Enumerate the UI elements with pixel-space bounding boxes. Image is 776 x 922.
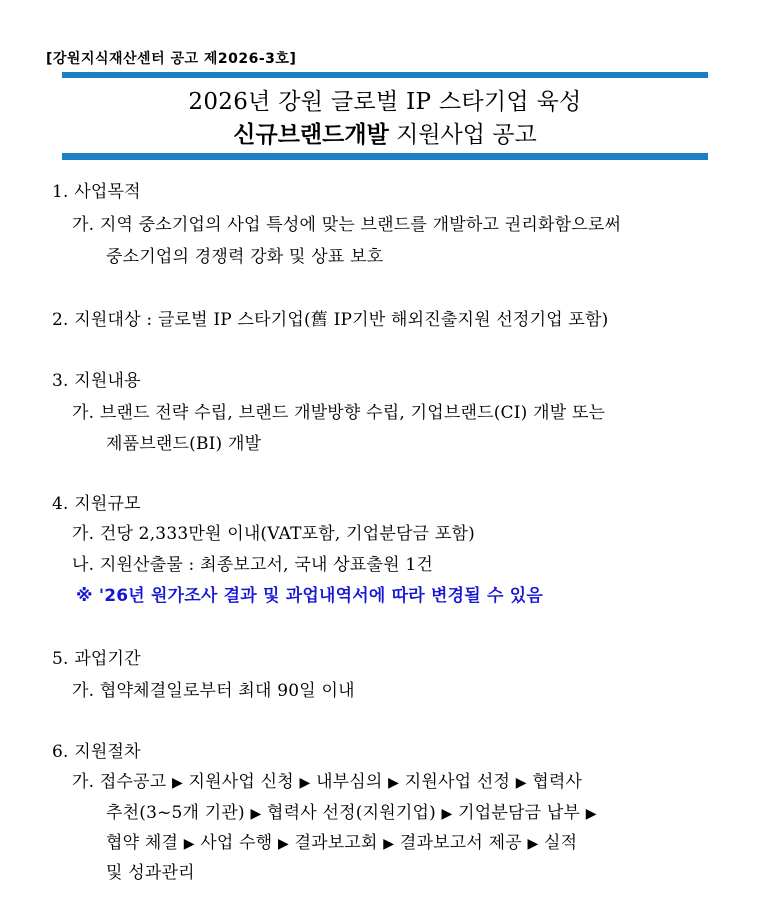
section-1-heading: 1. 사업목적 xyxy=(52,182,141,202)
title-bar-top xyxy=(62,72,708,78)
section-3-item-a-cont: 제품브랜드(BI) 개발 xyxy=(106,434,262,454)
arrow-icon: ▶ xyxy=(250,806,262,822)
procedure-line-1 xyxy=(72,767,582,792)
arrow-icon: ▶ xyxy=(171,775,183,791)
section-3-item-a: 가. 브랜드 전략 수립, 브랜드 개발방향 수립, 기업브랜드(CI) 개발 또는 xyxy=(72,403,606,423)
procedure-line-4: 및 성과관리 xyxy=(106,863,195,883)
title-bar-bottom xyxy=(62,153,708,160)
section-4-item-a: 가. 건당 2,333만원 이내(VAT포함, 기업분담금 포함) xyxy=(72,524,475,544)
procedure-prefix: 가. xyxy=(72,772,100,792)
arrow-icon: ▶ xyxy=(515,775,527,791)
step-label: 협력사 xyxy=(532,772,583,792)
step-label: 내부심의 xyxy=(316,772,383,792)
section-5-item-a: 가. 협약체결일로부터 최대 90일 이내 xyxy=(72,681,355,701)
arrow-icon: ▶ xyxy=(383,836,395,852)
step-label: 기업분담금 납부 xyxy=(458,803,581,823)
arrow-icon: ▶ xyxy=(388,775,400,791)
step-label: 협력사 선정(지원기업) xyxy=(267,803,436,823)
section-5-heading: 5. 과업기간 xyxy=(52,649,141,669)
step-label: 지원사업 선정 xyxy=(404,772,511,792)
notice-tag: [강원지식재산센터 공고 제2026-3호] xyxy=(46,51,297,67)
section-4-heading: 4. 지원규모 xyxy=(52,494,141,514)
arrow-icon: ▶ xyxy=(441,806,453,822)
section-2-heading: 2. 지원대상 : 글로벌 IP 스타기업(舊 IP기반 해외진출지원 선정기업 포함) xyxy=(52,310,609,330)
step-label: 협약 체결 xyxy=(106,833,179,853)
step-label: 결과보고회 xyxy=(294,833,378,853)
section-1-item-a: 가. 지역 중소기업의 사업 특성에 맞는 브랜드를 개발하고 권리화함으로써 xyxy=(72,215,622,235)
title-line-2 xyxy=(62,116,708,149)
step-label: 지원사업 신청 xyxy=(188,772,294,792)
step-label: 추천(3~5개 기관) xyxy=(106,803,245,823)
arrow-icon: ▶ xyxy=(299,775,311,791)
title-line-1: 2026년 강원 글로벌 IP 스타기업 육성 xyxy=(188,89,582,115)
arrow-icon: ▶ xyxy=(277,836,289,852)
title-rest: 지원사업 공고 xyxy=(388,122,537,148)
procedure-line-3 xyxy=(106,828,577,853)
step-label: 실적 xyxy=(544,833,578,853)
section-1-item-a-cont: 중소기업의 경쟁력 강화 및 상표 보호 xyxy=(106,247,384,267)
arrow-icon: ▶ xyxy=(183,836,195,852)
section-4-item-b: 나. 지원산출물 : 최종보고서, 국내 상표출원 1건 xyxy=(72,555,433,575)
section-6-heading: 6. 지원절차 xyxy=(52,742,141,762)
procedure-line-2 xyxy=(106,798,597,823)
section-4-note: ※ '26년 원가조사 결과 및 과업내역서에 따라 변경될 수 있음 xyxy=(76,586,543,606)
title-bold: 신규브랜드개발 xyxy=(233,122,389,148)
arrow-icon: ▶ xyxy=(527,836,539,852)
step-label: 결과보고서 제공 xyxy=(399,833,522,853)
step-label: 사업 수행 xyxy=(200,833,273,853)
step-label: 접수공고 xyxy=(99,772,167,792)
section-3-heading: 3. 지원내용 xyxy=(52,371,141,391)
arrow-icon: ▶ xyxy=(585,806,597,822)
